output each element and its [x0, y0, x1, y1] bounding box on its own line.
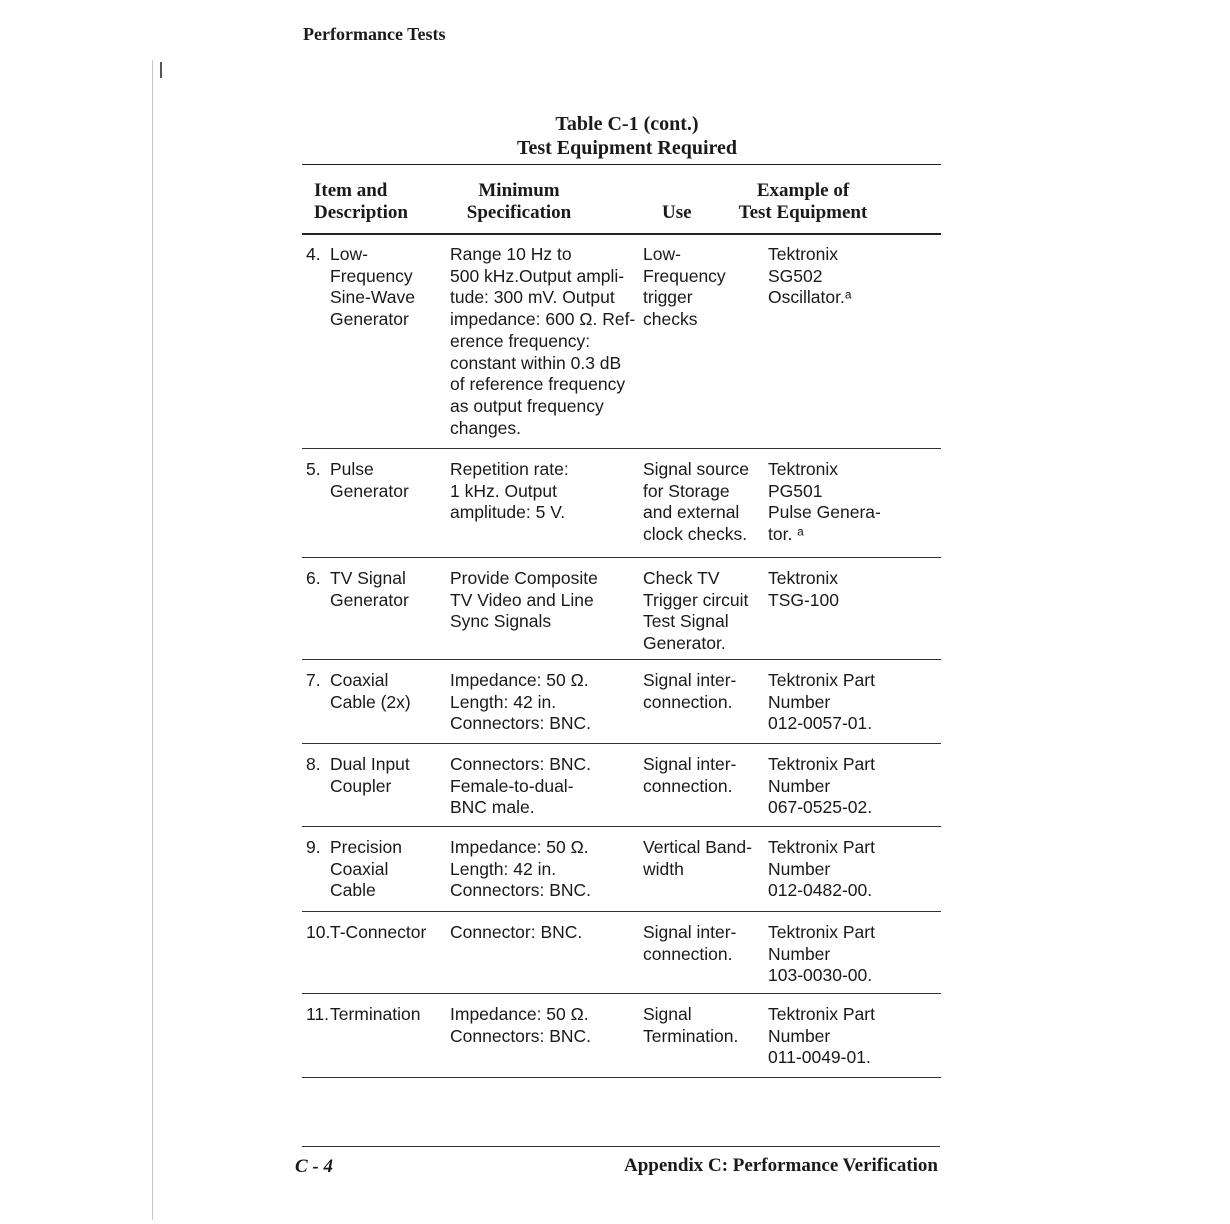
row-use: Signal Termination.	[643, 1004, 739, 1046]
row-number: 11.	[306, 1004, 330, 1024]
table-row	[302, 660, 941, 744]
header-example-line2: Test Equipment	[738, 202, 868, 223]
footer-section-title: Appendix C: Performance Verification	[624, 1155, 938, 1176]
row-use: Check TV Trigger circuit Test Signal Generator.	[643, 568, 749, 654]
row-item-description: Precision Coaxial Cable	[330, 837, 402, 901]
row-example-equipment: Tektronix Part Number 067-0525-02.	[768, 754, 875, 818]
row-number: 4.	[306, 244, 321, 264]
table-row	[302, 994, 941, 1078]
row-minimum-specification: Range 10 Hz to 500 kHz.Output ampli- tude: 300 mV. Output impedance: 600 Ω. Ref- erence frequency: constant within 0.3 dB of reference frequency as output frequency changes.	[450, 244, 636, 438]
row-example-equipment: Tektronix TSG-100	[768, 568, 839, 610]
row-number: 6.	[306, 568, 321, 588]
row-example-equipment: Tektronix PG501 Pulse Genera- tor. ᵃ	[768, 459, 881, 545]
table-top-rule	[302, 164, 941, 165]
row-item-description: Dual Input Coupler	[330, 754, 410, 796]
header-item-description	[314, 180, 408, 224]
table-title-line2: Test Equipment Required	[516, 137, 738, 159]
table-row	[302, 234, 941, 449]
row-item-description: T-Connector	[330, 922, 427, 942]
header-use: Use	[662, 202, 692, 223]
table-title-line1: Table C-1 (cont.)	[555, 113, 699, 135]
row-use: Signal inter- connection.	[643, 754, 737, 796]
row-minimum-specification: Provide Composite TV Video and Line Sync Signals	[450, 568, 598, 632]
header-item-line1: Item and	[314, 180, 388, 201]
table-row	[302, 449, 941, 558]
header-item-line2: Description	[314, 202, 408, 223]
row-example-equipment: Tektronix Part Number 012-0057-01.	[768, 670, 875, 734]
row-number: 9.	[306, 837, 321, 857]
row-use: Low- Frequency trigger checks	[643, 244, 726, 330]
header-minimum-specification	[462, 180, 576, 224]
row-number: 5.	[306, 459, 321, 479]
row-minimum-specification: Connector: BNC.	[450, 922, 583, 942]
row-minimum-specification: Impedance: 50 Ω. Length: 42 in. Connectors: BNC.	[450, 670, 592, 734]
table-row	[302, 912, 941, 994]
header-example-of-test-equipment	[734, 180, 872, 224]
row-use: Signal inter- connection.	[643, 922, 737, 964]
row-use: Vertical Band- width	[643, 837, 752, 879]
header-spec-line2: Specification	[466, 202, 572, 223]
row-minimum-specification: Connectors: BNC. Female-to-dual- BNC male.	[450, 754, 592, 818]
header-spec-line1: Minimum	[478, 180, 560, 201]
footer-rule	[302, 1146, 940, 1147]
table-row	[302, 558, 941, 660]
table-row	[302, 827, 941, 912]
row-example-equipment: Tektronix Part Number 012-0482-00.	[768, 837, 875, 901]
row-number: 7.	[306, 670, 321, 690]
row-example-equipment: Tektronix SG502 Oscillator.ᵃ	[768, 244, 852, 308]
binding-margin-line	[152, 60, 153, 1220]
row-item-description: TV Signal Generator	[330, 568, 409, 610]
header-example-line1: Example of	[756, 180, 850, 201]
row-item-description: Low- Frequency Sine-Wave Generator	[330, 244, 415, 330]
binding-margin-mark	[160, 62, 162, 78]
table-body	[302, 234, 941, 1078]
row-item-description: Pulse Generator	[330, 459, 409, 501]
table-row	[302, 744, 941, 827]
row-example-equipment: Tektronix Part Number 103-0030-00.	[768, 922, 875, 986]
row-number: 10.	[306, 922, 331, 942]
table-title	[300, 112, 954, 160]
row-use: Signal inter- connection.	[643, 670, 737, 712]
row-use: Signal source for Storage and external clock checks.	[643, 459, 750, 545]
row-minimum-specification: Impedance: 50 Ω. Connectors: BNC.	[450, 1004, 592, 1046]
running-head: Performance Tests	[303, 24, 446, 44]
page-number: C - 4	[295, 1156, 333, 1177]
row-number: 8.	[306, 754, 321, 774]
row-minimum-specification: Repetition rate: 1 kHz. Output amplitude: 5 V.	[450, 459, 569, 523]
row-item-description: Coaxial Cable (2x)	[330, 670, 411, 712]
row-minimum-specification: Impedance: 50 Ω. Length: 42 in. Connectors: BNC.	[450, 837, 592, 901]
row-example-equipment: Tektronix Part Number 011-0049-01.	[768, 1004, 875, 1068]
row-item-description: Termination	[330, 1004, 421, 1024]
